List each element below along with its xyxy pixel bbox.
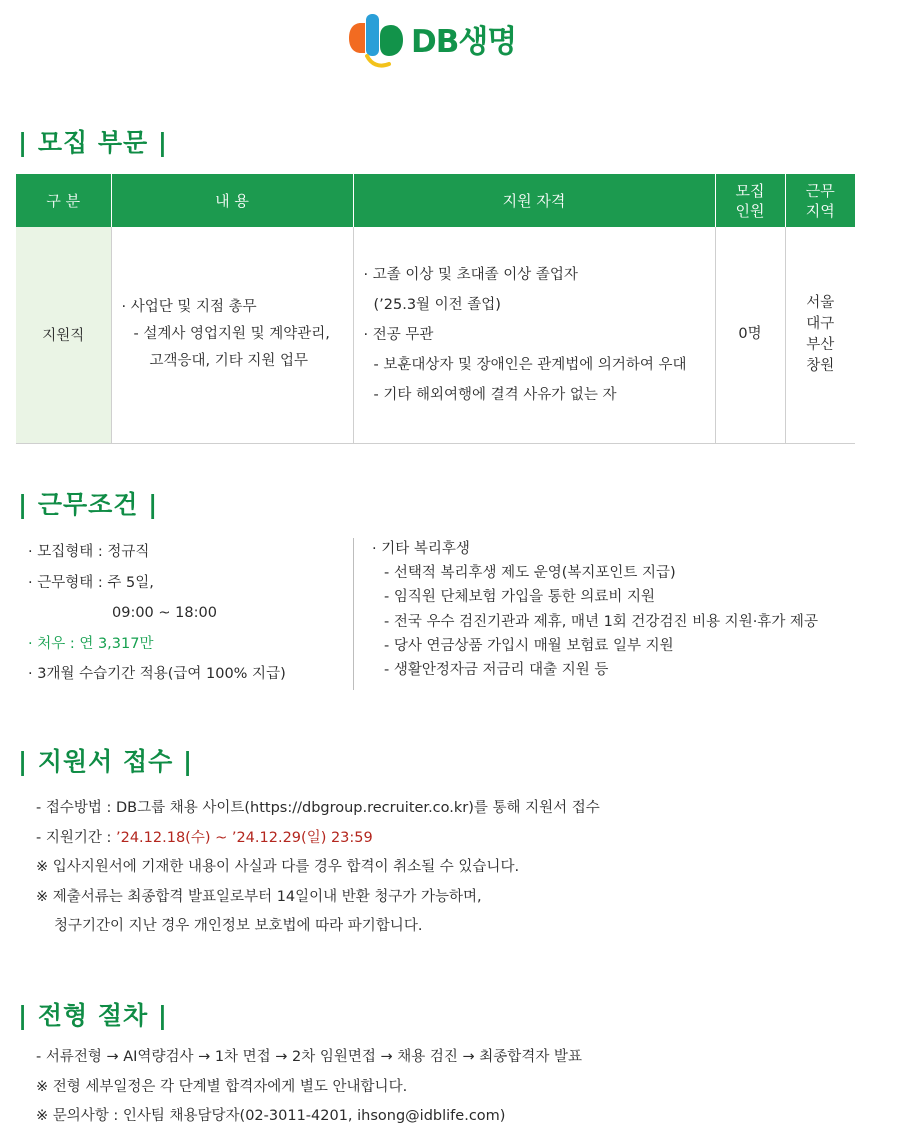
welfare-item: - 선택적 복리후생 제도 운영(복지포인트 지급) — [384, 565, 676, 582]
db-life-logo — [345, 6, 516, 70]
cell-locations — [785, 227, 855, 443]
table-row — [16, 227, 855, 443]
process-contact: ※ 문의사항 : 인사팀 채용담당자(02-3011-4201, ihsong@idblife.com) — [36, 1108, 506, 1124]
work-conditions-left — [28, 537, 286, 690]
header-location-line1: 근무 — [805, 181, 835, 200]
content-line: · 사업단 및 지점 총무 — [121, 299, 257, 316]
work-hours-line1: · 근무형태 : 주 5일, — [28, 574, 154, 591]
header-qualification: 지원 자격 — [353, 174, 715, 227]
qualification-line: - 보훈대상자 및 장애인은 관계법에 의거하여 우대 — [373, 356, 687, 373]
location-item: 대구 — [806, 315, 835, 332]
recruit-table-header-row — [16, 174, 855, 227]
work-conditions-right — [372, 537, 818, 682]
work-type: · 모집형태 : 정규직 — [28, 544, 150, 560]
apply-section-title: | 지원서 접수 | — [18, 747, 194, 776]
db-logo-mark-icon — [345, 6, 407, 70]
qualification-line: - 기타 해외여행에 결격 사유가 없는 자 — [373, 386, 617, 403]
cell-qualification — [353, 227, 715, 443]
location-item: 서울 — [806, 294, 835, 311]
header-location-line2: 지역 — [805, 201, 835, 220]
apply-note-return-line2: 청구기간이 지난 경우 개인정보 보호법에 따라 파기합니다. — [54, 918, 423, 934]
welfare-item: - 임직원 단체보험 가입을 통한 의료비 지원 — [384, 589, 656, 606]
header-headcount-line1: 모집 — [735, 181, 765, 200]
work-hours-line2: 09:00 ~ 18:00 — [112, 605, 217, 621]
apply-period-label: - 지원기간 : — [36, 829, 116, 846]
process-note: ※ 전형 세부일정은 각 단계별 합격자에게 별도 안내합니다. — [36, 1078, 408, 1095]
location-item: 창원 — [806, 357, 835, 374]
process-steps: - 서류전형 → AI역량검사 → 1차 면접 → 2차 임원면접 → 채용 검진 → 최종합격자 발표 — [36, 1049, 582, 1065]
apply-method: - 접수방법 : DB그룹 채용 사이트(https://dbgroup.recruiter.co.kr)를 통해 지원서 접수 — [36, 800, 600, 816]
location-item: 부산 — [806, 336, 835, 353]
cell-content — [111, 227, 353, 443]
qualification-line: (’25.3월 이전 졸업) — [373, 296, 501, 313]
header-category: 구 분 — [16, 174, 111, 227]
qualification-line: · 전공 무관 — [363, 326, 434, 343]
work-section-title: | 근무조건 | — [18, 490, 159, 519]
header-headcount — [715, 174, 785, 227]
welfare-title: · 기타 복리후생 — [372, 541, 470, 557]
logo-text: DB생명 — [411, 23, 517, 60]
work-salary: · 처우 : 연 3,317만 — [28, 635, 154, 652]
work-probation: · 3개월 수습기간 적용(급여 100% 지급) — [28, 666, 286, 682]
process-section-title: | 전형 절차 | — [18, 1001, 168, 1030]
apply-note-return-line1: ※ 제출서류는 최종합격 발표일로부터 14일이내 반환 청구가 가능하며, — [36, 888, 482, 905]
welfare-item: - 생활안정자금 저금리 대출 지원 등 — [384, 662, 609, 679]
recruit-section-title: | 모집 부문 | — [18, 128, 168, 157]
cell-headcount: 0명 — [715, 227, 785, 443]
recruit-table — [16, 174, 855, 444]
header-location — [785, 174, 855, 227]
welfare-item: - 당사 연금상품 가입시 매월 보험료 일부 지원 — [384, 637, 674, 654]
work-divider — [353, 538, 354, 690]
apply-details — [36, 794, 600, 942]
content-line: - 설계사 영업지원 및 계약관리, — [133, 326, 330, 343]
qualification-line: · 고졸 이상 및 초대졸 이상 졸업자 — [363, 266, 578, 283]
cell-category: 지원직 — [16, 227, 111, 443]
welfare-item: - 전국 우수 검진기관과 제휴, 매년 1회 건강검진 비용 지원·휴가 제공 — [384, 613, 818, 630]
header-headcount-line2: 인원 — [735, 201, 765, 220]
header-content: 내 용 — [111, 174, 353, 227]
content-line: 고객응대, 기타 지원 업무 — [149, 353, 309, 370]
apply-note-cancel: ※ 입사지원서에 기재한 내용이 사실과 다를 경우 합격이 취소될 수 있습니다. — [36, 859, 520, 875]
apply-period-value: ’24.12.18(수) ~ ’24.12.29(일) 23:59 — [115, 829, 373, 846]
apply-period — [36, 824, 600, 854]
process-details — [36, 1043, 582, 1132]
